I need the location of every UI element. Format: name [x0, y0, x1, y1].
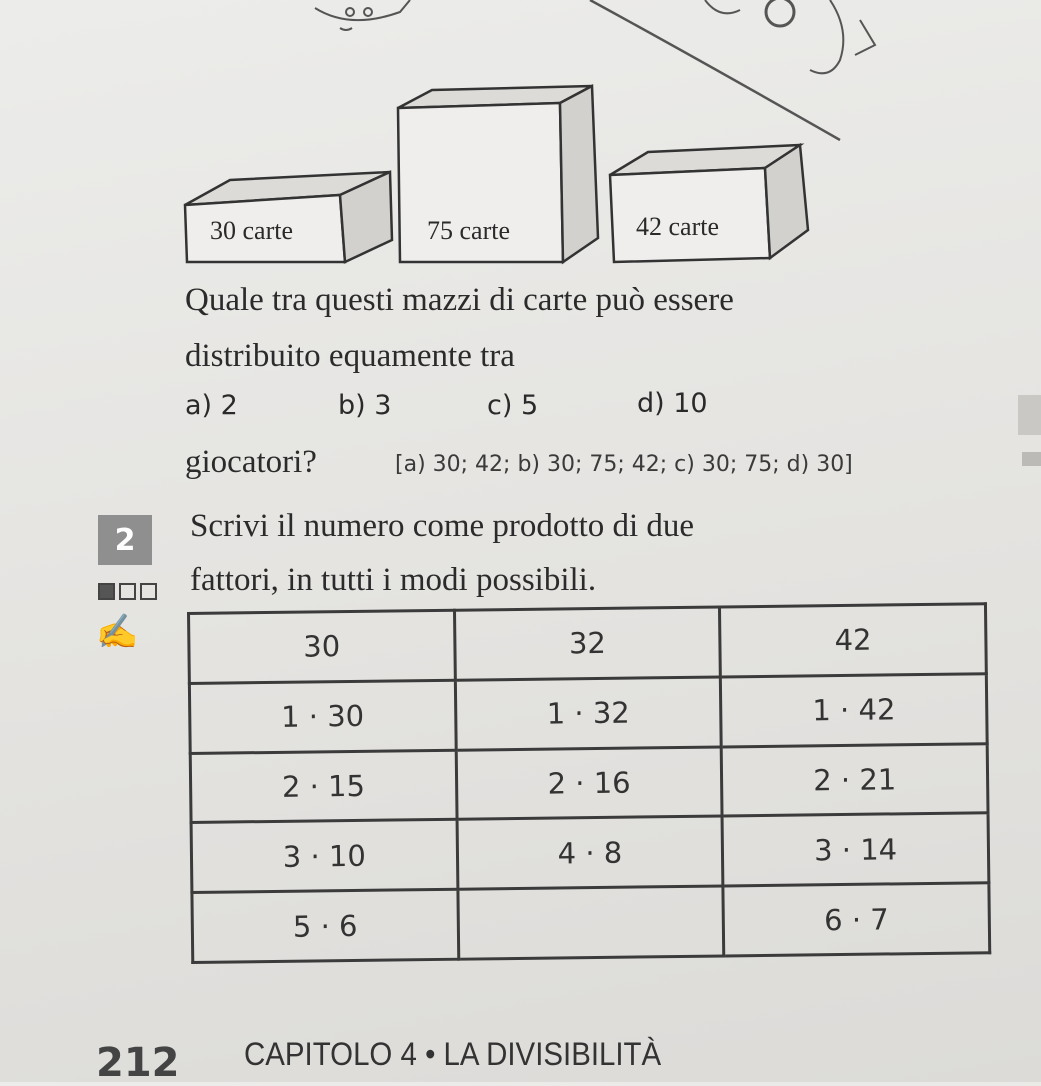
- option-b: b) 3: [338, 390, 392, 421]
- question-line-2: distribuito equamente tra: [185, 338, 515, 374]
- table-cell: 3 · 14: [722, 813, 989, 886]
- table-cell: 1 · 32: [455, 677, 721, 750]
- question-line-1: Quale tra questi mazzi di carte può essere: [185, 282, 734, 318]
- difficulty-square-empty: [140, 583, 157, 600]
- table-row: [191, 813, 989, 893]
- exercise-text-line-2: fattori, in tutti i modi possibili.: [190, 562, 597, 598]
- margin-mark: [1018, 395, 1041, 435]
- exercise-text-line-1: Scrivi il numero come prodotto di due: [190, 508, 695, 544]
- table-header-cell: 42: [720, 604, 987, 677]
- table-row: [189, 674, 987, 754]
- table-row: [190, 743, 988, 823]
- table-row: [192, 883, 990, 963]
- table-cell: 1 · 30: [189, 680, 455, 753]
- page-number: 212: [96, 1040, 180, 1086]
- table-cell: 5 · 6: [192, 889, 458, 962]
- table-cell: 2 · 21: [721, 743, 988, 816]
- option-a: a) 2: [185, 390, 238, 421]
- table-cell: 4 · 8: [457, 816, 723, 889]
- question-line-3: giocatori?: [185, 444, 317, 480]
- option-c: c) 5: [487, 390, 539, 421]
- table-cell: [458, 886, 724, 959]
- hand-writing-icon: ✍: [96, 614, 139, 651]
- deck-label-42: 42 carte: [636, 212, 720, 241]
- table-header-cell: 32: [454, 607, 720, 680]
- margin-mark: [1022, 452, 1041, 466]
- table-cell: 2 · 15: [190, 750, 456, 823]
- option-d: d) 10: [637, 388, 708, 419]
- table-cell: 1 · 42: [721, 674, 988, 747]
- deck-box-42: [610, 145, 808, 262]
- difficulty-square-filled: [98, 583, 115, 600]
- deck-label-30: 30 carte: [210, 216, 294, 245]
- difficulty-square-empty: [119, 583, 136, 600]
- table-header-cell: 30: [189, 610, 455, 683]
- table-cell: 6 · 7: [723, 883, 990, 956]
- exercise-number: 2: [98, 515, 152, 565]
- deck-label-75: 75 carte: [427, 216, 511, 245]
- table-cell: 2 · 16: [456, 747, 722, 820]
- answer-key: [a) 30; 42; b) 30; 75; 42; c) 30; 75; d) 30]: [395, 452, 853, 477]
- table-cell: 3 · 10: [191, 820, 457, 893]
- chapter-title: CAPITOLO 4 • LA DIVISIBILITÀ: [244, 1036, 662, 1072]
- factors-table: [187, 602, 991, 964]
- table-header-row: [189, 604, 987, 684]
